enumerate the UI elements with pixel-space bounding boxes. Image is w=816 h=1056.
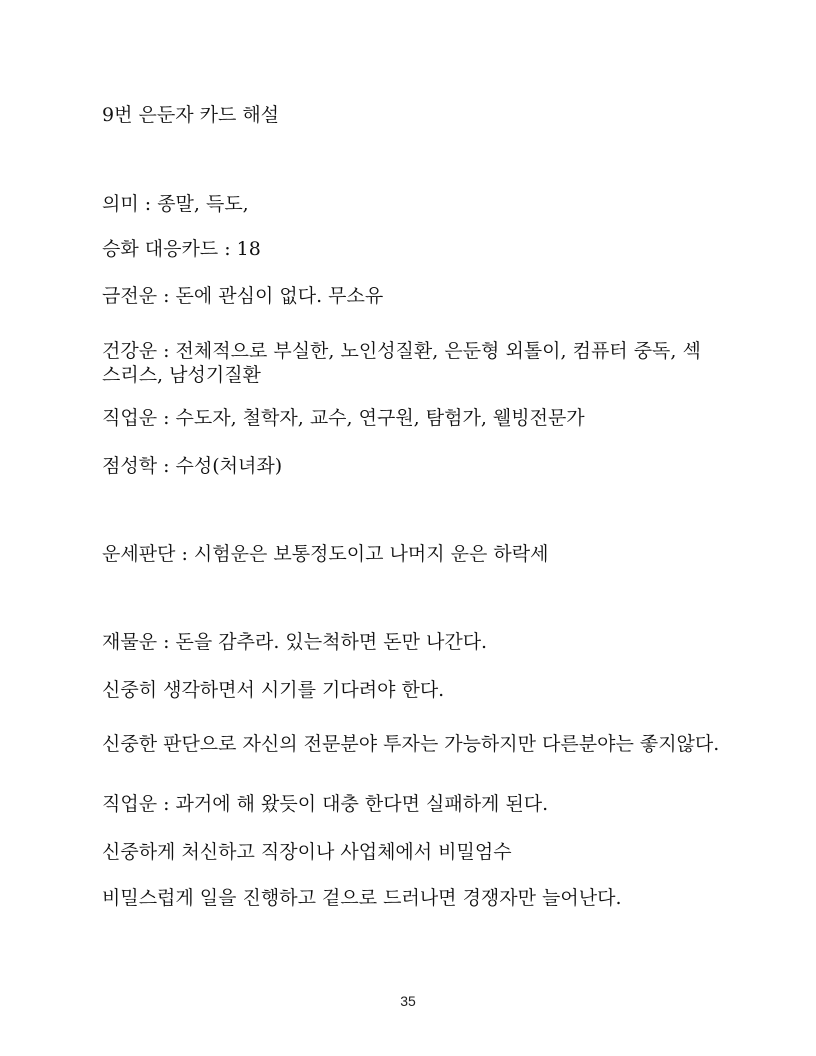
career-luck-line: 직업운 : 과거에 해 왔듯이 대충 한다면 실패하게 된다. [102,793,549,815]
meaning-line: 의미 : 종말, 득도, [102,193,249,215]
wealth-advice-line-1: 신중히 생각하면서 시기를 기다려야 한다. [102,679,445,701]
career-advice-line-1: 신중하게 처신하고 직장이나 사업체에서 비밀엄수 [102,841,512,863]
wealth-luck-line: 재물운 : 돈을 감추라. 있는척하면 돈만 나간다. [102,631,488,653]
money-luck-line: 금전운 : 돈에 관심이 없다. 무소유 [102,285,384,307]
wealth-advice-paragraph-2: 신중한 판단으로 자신의 전문분야 투자는 가능하지만 다른분야는 좋지않다. [102,733,720,755]
career-advice-line-2: 비밀스럽게 일을 진행하고 겉으로 드러나면 경쟁자만 늘어난다. [102,887,622,909]
document-title: 9번 은둔자 카드 해설 [102,104,280,126]
astrology-line: 점성학 : 수성(처녀좌) [102,455,283,477]
career-keywords-line: 직업운 : 수도자, 철학자, 교수, 연구원, 탐험가, 웰빙전문가 [102,407,585,429]
health-luck-paragraph: 건강운 : 전체적으로 부실한, 노인성질환, 은둔형 외톨이, 컴퓨터 중독, 섹스리스, 남성기질환 [102,340,701,386]
page-number: 35 [400,993,416,1009]
sublimation-card-line: 승화 대응카드 : 18 [102,238,261,260]
fortune-judgment-line: 운세판단 : 시험운은 보통정도이고 나머지 운은 하락세 [102,543,549,565]
